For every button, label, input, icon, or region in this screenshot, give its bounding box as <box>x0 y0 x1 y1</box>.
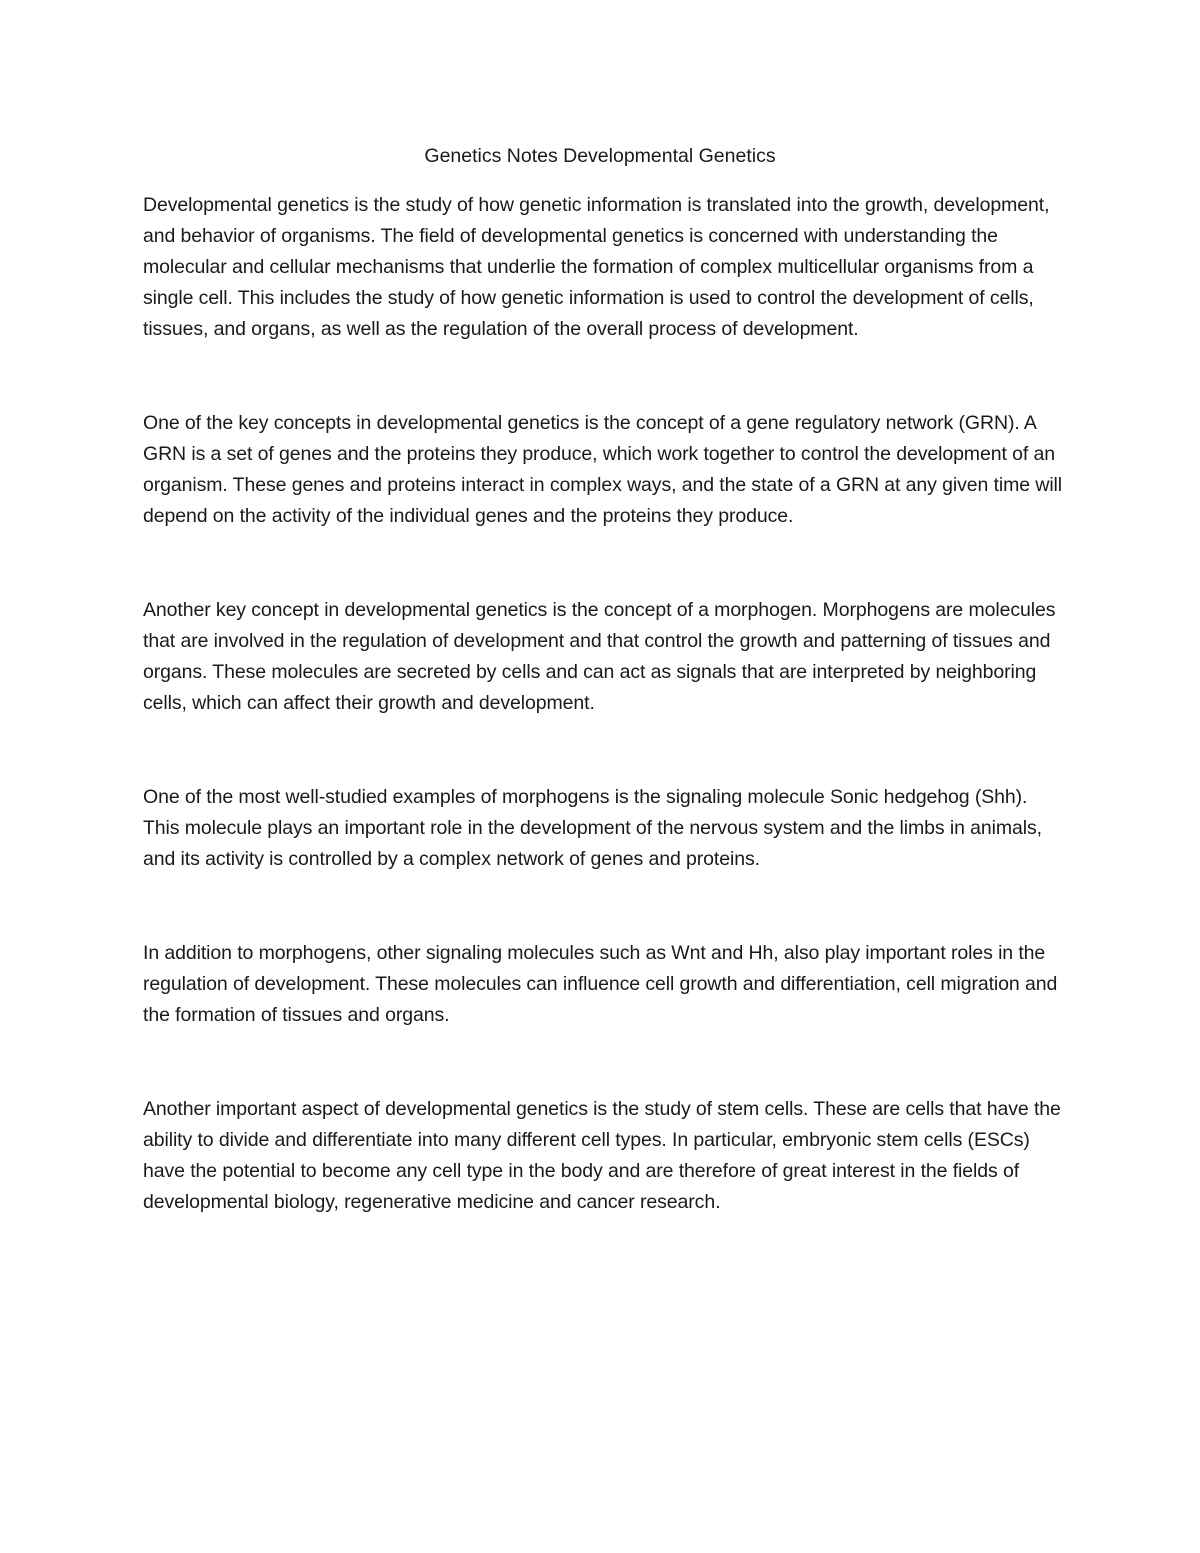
paragraph-developmental-genetics: Developmental genetics is the study of how genetic information is translated into the growth, development, and behavior of organisms. The field of developmental genetics is concerned with understanding the molecular and cellular mechanisms that underlie the formation of complex multicellular organisms from a single cell. This includes the study of how genetic information is used to control the development of cells, tissues, and organs, as well as the regulation of the overall process of development. <box>143 194 1050 340</box>
paragraph-sonic-hedgehog: One of the most well-studied examples of morphogens is the signaling molecule Sonic hedgehog (Shh). This molecule plays an important role in the development of the nervous system and the limbs in animals, and its activity is controlled by a complex network of genes and proteins. <box>143 786 1042 870</box>
document-body <box>143 190 1063 1281</box>
paragraph-morphogen: Another key concept in developmental genetics is the concept of a morphogen. Morphogens are molecules that are involved in the regulation of development and that control the growth and patterning of tissues and organs. These molecules are secreted by cells and can act as signals that are interpreted by neighboring cells, which can affect their growth and development. <box>143 599 1056 714</box>
document-title: Genetics Notes Developmental Genetics <box>424 145 776 167</box>
paragraph-stem-cells: Another important aspect of developmental genetics is the study of stem cells. These are cells that have the ability to divide and differentiate into many different cell types. In particular, embryonic stem cells (ESCs) have the potential to become any cell type in the body and are therefore of great interest in the fields of developmental biology, regenerative medicine and cancer research. <box>143 1098 1061 1213</box>
paragraph-signaling-molecules: In addition to morphogens, other signaling molecules such as Wnt and Hh, also play important roles in the regulation of development. These molecules can influence cell growth and differentiation, cell migration and the formation of tissues and organs. <box>143 942 1058 1026</box>
paragraph-gene-regulatory-network: One of the key concepts in developmental genetics is the concept of a gene regulatory network (GRN). A GRN is a set of genes and the proteins they produce, which work together to control the development of an organism. These genes and proteins interact in complex ways, and the state of a GRN at any given time will depend on the activity of the individual genes and the proteins they produce. <box>143 412 1063 527</box>
